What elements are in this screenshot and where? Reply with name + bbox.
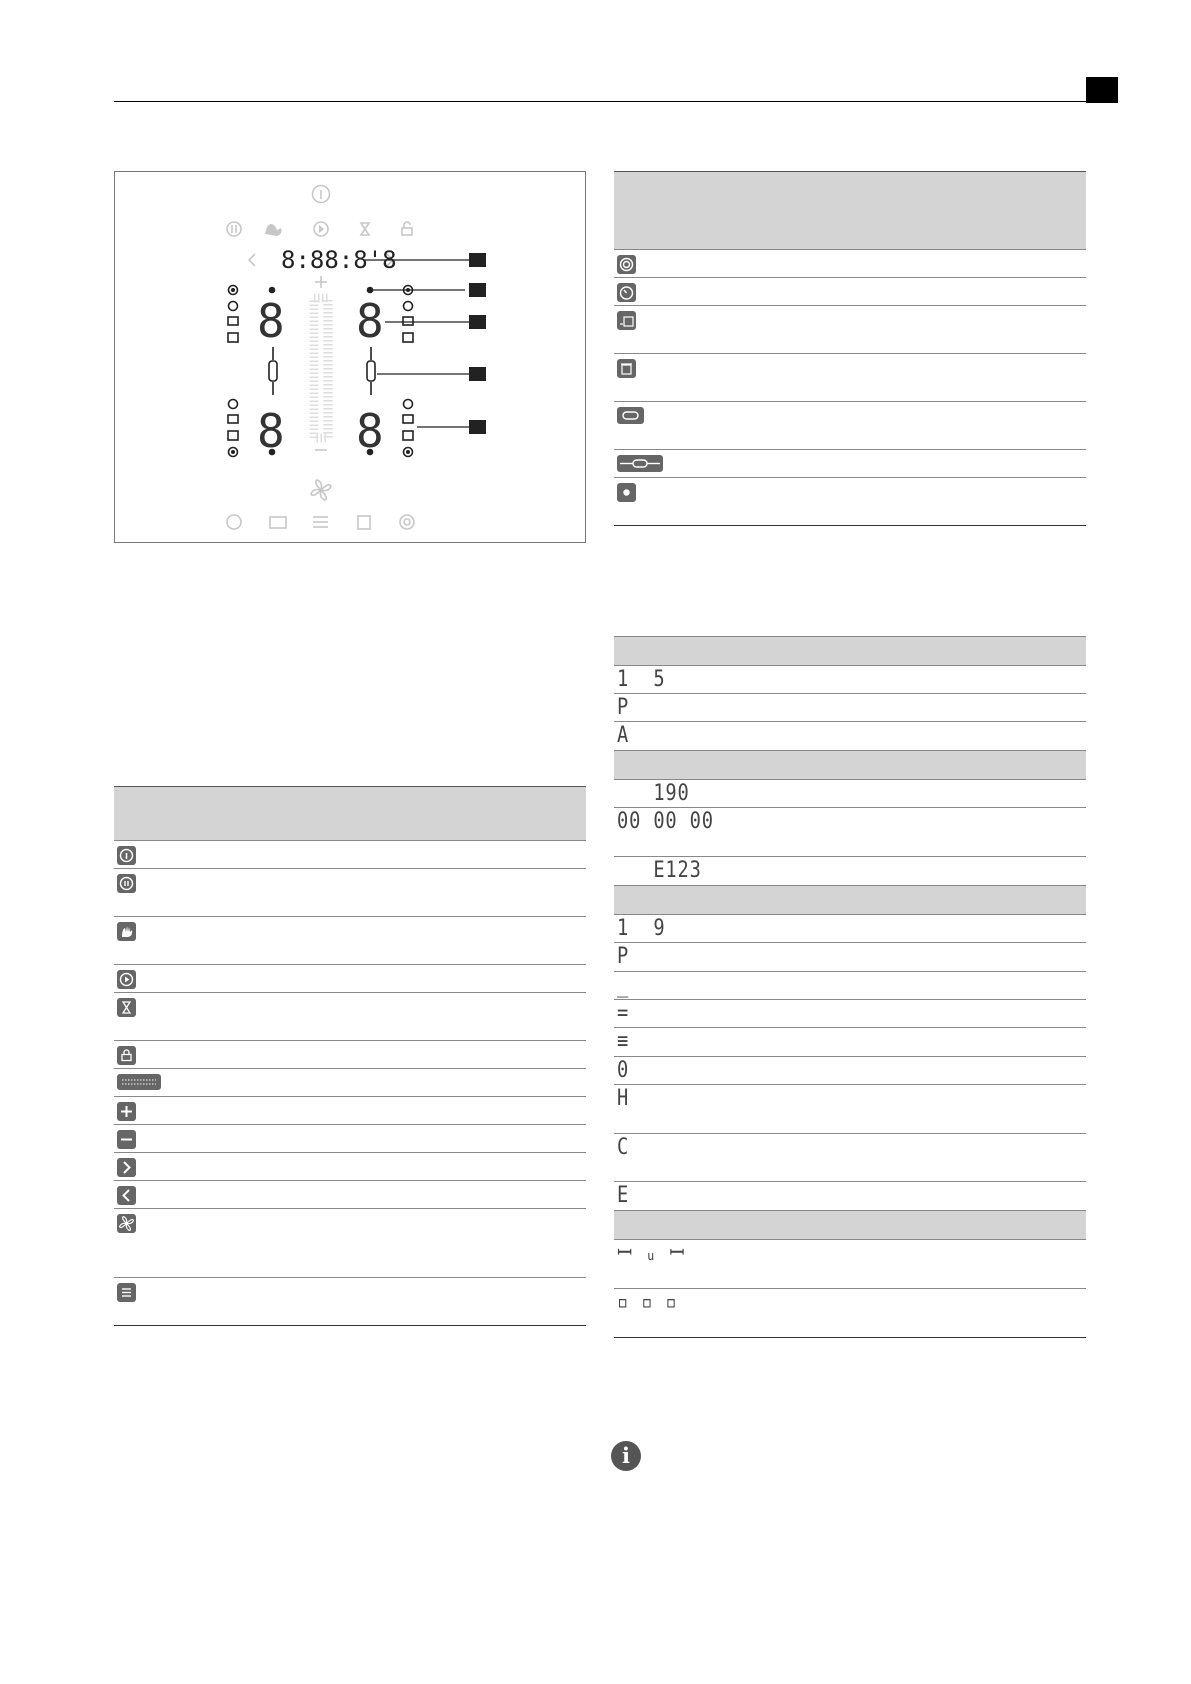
table-row: C [614, 1133, 1086, 1181]
zone-left-upper-digit: 8 [257, 294, 285, 348]
info-icon [117, 846, 136, 865]
zone-symbol-table-header [614, 171, 1086, 249]
table-row [614, 249, 1086, 277]
table-row: 190 [614, 779, 1086, 807]
table-row [114, 916, 586, 964]
table-row: E [614, 1181, 1086, 1210]
timer-icon [617, 283, 636, 302]
table-row [114, 1068, 586, 1096]
display-subheader [614, 885, 1086, 914]
table-row [114, 992, 586, 1040]
panel-fan-icon [311, 480, 331, 500]
table-row [614, 401, 1086, 449]
chevron-right-icon [117, 1158, 136, 1177]
info-icon: i [611, 1441, 641, 1471]
panel-hand-icon [265, 224, 282, 236]
table-row [114, 1040, 586, 1068]
panel-time-readout: 8:88:8'8 [281, 246, 397, 274]
link-wide-icon [617, 455, 663, 472]
table-row: = [614, 999, 1086, 1027]
play-icon [117, 970, 136, 989]
table-row [114, 868, 586, 916]
link-icon [617, 407, 644, 424]
control-panel-diagram [114, 171, 586, 543]
callout-1 [469, 253, 486, 267]
zone-symbol-table [614, 171, 1086, 526]
display-subheader [614, 636, 1086, 665]
plus-icon [117, 1102, 136, 1121]
lock-icon [117, 1046, 136, 1065]
panel-info-icon [313, 186, 330, 203]
pot-icon [617, 359, 636, 378]
table-row: 0 [614, 1056, 1086, 1084]
table-row [114, 1277, 586, 1325]
table-row: ≡ [614, 1027, 1086, 1056]
table-row: 1 5 [614, 665, 1086, 693]
table-row [614, 353, 1086, 401]
table-row: E123 [614, 856, 1086, 885]
table-row: A [614, 721, 1086, 750]
zone-right-lower-digit: 8 [356, 404, 384, 458]
symbol-table [114, 786, 586, 1326]
weigh-icon [617, 311, 636, 330]
table-row [614, 305, 1086, 353]
callout-4 [469, 367, 486, 381]
dot-icon [617, 483, 636, 502]
table-row: 00 00 00 [614, 807, 1086, 856]
target-icon [617, 255, 636, 274]
panel-left-arrow-icon [249, 254, 255, 266]
panel-pause-icon [227, 222, 241, 236]
hourglass-icon [117, 998, 136, 1017]
table-row: P [614, 693, 1086, 721]
table-row [114, 840, 586, 868]
table-row [614, 477, 1086, 525]
callout-2 [469, 283, 486, 297]
table-row [114, 1096, 586, 1124]
table-row: H [614, 1084, 1086, 1133]
fan-icon [117, 1214, 136, 1233]
zone-right-link-icon [367, 361, 375, 381]
table-row [614, 277, 1086, 305]
display-subheader [614, 1210, 1086, 1239]
chevron-left-icon [117, 1186, 136, 1205]
table-row [114, 1152, 586, 1180]
display-subheader [614, 750, 1086, 779]
table-row [114, 1208, 586, 1277]
table-row [114, 1124, 586, 1152]
table-row [614, 449, 1086, 477]
table-row: 1 9 [614, 914, 1086, 942]
keypad-icon [117, 1074, 161, 1090]
table-row [114, 964, 586, 992]
pause-icon [117, 874, 136, 893]
zone-left-link-icon [269, 361, 277, 381]
hand-icon [117, 922, 136, 941]
callout-3 [469, 315, 486, 329]
display-table [614, 636, 1086, 1338]
header-rule [114, 101, 1086, 102]
panel-hourglass-icon [361, 223, 369, 235]
table-row: ▫ ▫ ▫ [614, 1288, 1086, 1337]
slider-track [314, 276, 328, 450]
zone-right-upper-digit: 8 [356, 294, 384, 348]
callout-5 [469, 420, 486, 434]
table-row: ꟷ ᵤ ꟷ [614, 1239, 1086, 1288]
minus-icon [117, 1130, 136, 1149]
zone-left-lower-digit: 8 [257, 404, 285, 458]
panel-play-icon [314, 222, 328, 236]
page-tab-marker [1086, 77, 1118, 103]
symbol-table-header [114, 786, 586, 840]
table-row: _ [614, 971, 1086, 999]
table-row [114, 1180, 586, 1208]
panel-lock-icon [402, 222, 412, 235]
menu-icon [117, 1283, 136, 1302]
table-row: P [614, 942, 1086, 971]
panel-bottom-icons [227, 515, 414, 529]
